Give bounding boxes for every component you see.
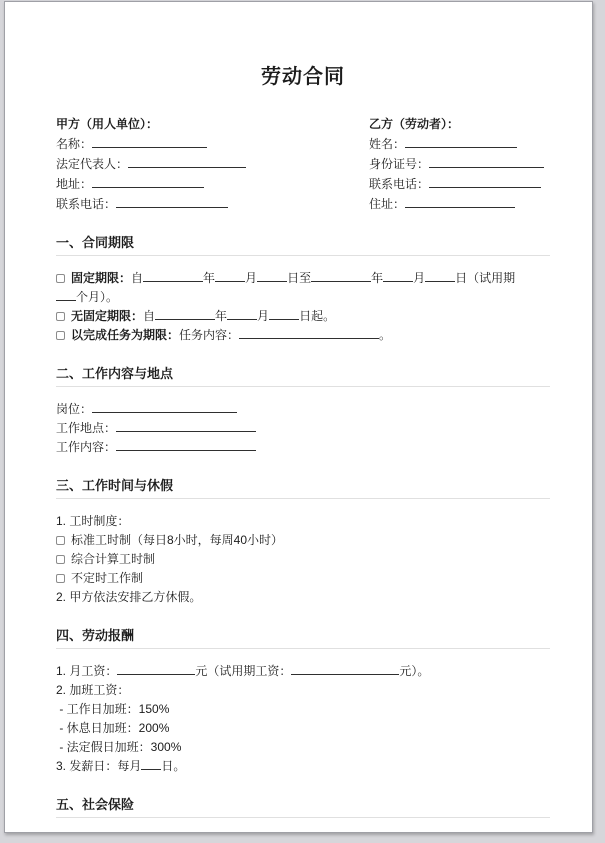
text-segment: 月	[413, 271, 426, 285]
option-fixed-term	[56, 269, 550, 288]
fill-in-blank-line	[215, 271, 245, 282]
party-b-field-id-number	[369, 154, 550, 174]
text-segment: 1. 月工资：	[56, 664, 118, 678]
field-work-content	[56, 438, 550, 457]
section-heading-contract-term: 一、合同期限	[56, 235, 550, 256]
text-segment: 联系电话：	[369, 177, 430, 191]
party-a-field-legal-rep	[56, 154, 369, 174]
checkbox-icon	[56, 331, 65, 340]
fill-in-blank-line	[116, 421, 256, 432]
text-segment: - 工作日加班：150%	[56, 702, 170, 716]
text-segment: 月	[245, 271, 258, 285]
fill-in-blank-line	[116, 440, 256, 451]
document-title: 劳动合同	[261, 66, 345, 88]
field-payday	[56, 757, 550, 776]
party-a-field-address	[56, 174, 369, 194]
text-segment: 。	[379, 328, 392, 342]
fill-in-blank-line	[116, 197, 228, 208]
text-segment: 自	[143, 309, 156, 323]
text-segment: 名称：	[56, 137, 93, 151]
overtime-restday-rate	[56, 719, 550, 738]
overtime-holiday-rate	[56, 738, 550, 757]
text-segment: - 法定假日加班：300%	[56, 740, 182, 754]
fill-in-blank-line	[155, 309, 215, 320]
field-monthly-salary	[56, 662, 550, 681]
section-contract-term	[56, 235, 550, 345]
text-segment: 元）。	[399, 664, 430, 678]
text-segment: 自	[131, 271, 144, 285]
text-segment: 月	[257, 309, 270, 323]
text-segment: 日起。	[299, 309, 336, 323]
option-standard-hours	[56, 531, 550, 550]
fill-in-blank-line	[128, 157, 246, 168]
option-comprehensive-hours	[56, 550, 550, 569]
fill-in-blank-line	[291, 664, 399, 675]
party-b-field-phone	[369, 174, 550, 194]
section-heading-social-insurance: 五、社会保险	[56, 797, 550, 818]
section-heading-work-content-location: 二、工作内容与地点	[56, 366, 550, 387]
party-a-block	[56, 114, 369, 214]
party-b-field-name	[369, 134, 550, 154]
fill-in-blank-line	[92, 137, 207, 148]
field-work-location	[56, 419, 550, 438]
fill-in-blank-line	[383, 271, 413, 282]
document-viewer-canvas	[0, 1, 605, 843]
text-segment: 2. 加班工资：	[56, 683, 130, 697]
fill-in-blank-line	[257, 271, 287, 282]
text-segment: 岗位：	[56, 402, 93, 416]
text-segment: 法定代表人：	[56, 157, 129, 171]
fill-in-blank-line	[92, 177, 204, 188]
fill-in-blank-line	[429, 177, 541, 188]
contract-document-page	[4, 1, 593, 833]
option-task-based-term	[56, 326, 550, 345]
section-social-insurance	[56, 797, 550, 818]
option-open-ended-term	[56, 307, 550, 326]
leave-arrangement-text	[56, 588, 550, 607]
text-segment: 工作内容：	[56, 440, 117, 454]
checkbox-icon	[56, 555, 65, 564]
working-hours-system-label	[56, 512, 550, 531]
fill-in-blank-line	[405, 197, 515, 208]
fill-in-blank-line	[56, 290, 76, 301]
fill-in-blank-line	[269, 309, 299, 320]
field-position	[56, 400, 550, 419]
option-fixed-term-wrap	[56, 288, 550, 307]
fill-in-blank-line	[429, 157, 544, 168]
text-segment: 任务内容：	[179, 328, 240, 342]
fill-in-blank-line	[227, 309, 257, 320]
fill-in-blank-line	[425, 271, 455, 282]
option-flexible-hours	[56, 569, 550, 588]
fill-in-blank-line	[92, 402, 237, 413]
party-b-block	[369, 114, 550, 214]
section-working-hours-leave	[56, 478, 550, 607]
text-segment: 日。	[161, 759, 186, 773]
overtime-workday-rate	[56, 700, 550, 719]
text-segment: 工作地点：	[56, 421, 117, 435]
text-segment: - 休息日加班：200%	[56, 721, 170, 735]
text-segment: 联系电话：	[56, 197, 117, 211]
section-heading-working-hours-leave: 三、工作时间与休假	[56, 478, 550, 499]
party-a-field-name	[56, 134, 369, 154]
section-heading-labor-remuneration: 四、劳动报酬	[56, 628, 550, 649]
party-a-field-phone	[56, 194, 369, 214]
party-b-field-address	[369, 194, 550, 214]
text-segment: 年	[215, 309, 228, 323]
fill-in-blank-line	[141, 759, 161, 770]
text-segment: 不定时工作制	[71, 571, 144, 585]
bold-label: 以完成任务为期限：	[71, 328, 180, 342]
text-segment: 住址：	[369, 197, 406, 211]
overtime-pay-label	[56, 681, 550, 700]
checkbox-icon	[56, 574, 65, 583]
checkbox-icon	[56, 274, 65, 283]
section-labor-remuneration	[56, 628, 550, 776]
text-segment: 地址：	[56, 177, 93, 191]
fill-in-blank-line	[405, 137, 517, 148]
text-segment: 标准工时制（每日8小时，每周40小时）	[71, 533, 284, 547]
text-segment: 姓名：	[369, 137, 406, 151]
text-segment: 元（试用期工资：	[195, 664, 292, 678]
text-segment: 年	[203, 271, 216, 285]
party-b-heading: 乙方（劳动者）：	[369, 117, 460, 131]
text-segment: 身份证号：	[369, 157, 430, 171]
fill-in-blank-line	[117, 664, 195, 675]
fill-in-blank-line	[239, 328, 379, 339]
text-segment: 综合计算工时制	[71, 552, 156, 566]
bold-label: 无固定期限：	[71, 309, 144, 323]
text-segment: 个月）。	[76, 290, 119, 304]
fill-in-blank-line	[311, 271, 371, 282]
checkbox-icon	[56, 312, 65, 321]
checkbox-icon	[56, 536, 65, 545]
section-work-content-location	[56, 366, 550, 457]
party-a-heading: 甲方（用人单位）：	[56, 117, 159, 131]
text-segment: 日至	[287, 271, 312, 285]
text-segment: 日（试用期	[455, 271, 516, 285]
text-segment: 2. 甲方依法安排乙方休假。	[56, 590, 202, 604]
parties-block	[56, 114, 550, 214]
text-segment: 1. 工时制度：	[56, 514, 130, 528]
bold-label: 固定期限：	[71, 271, 132, 285]
fill-in-blank-line	[143, 271, 203, 282]
text-segment: 3. 发薪日：每月	[56, 759, 142, 773]
text-segment: 年	[371, 271, 384, 285]
